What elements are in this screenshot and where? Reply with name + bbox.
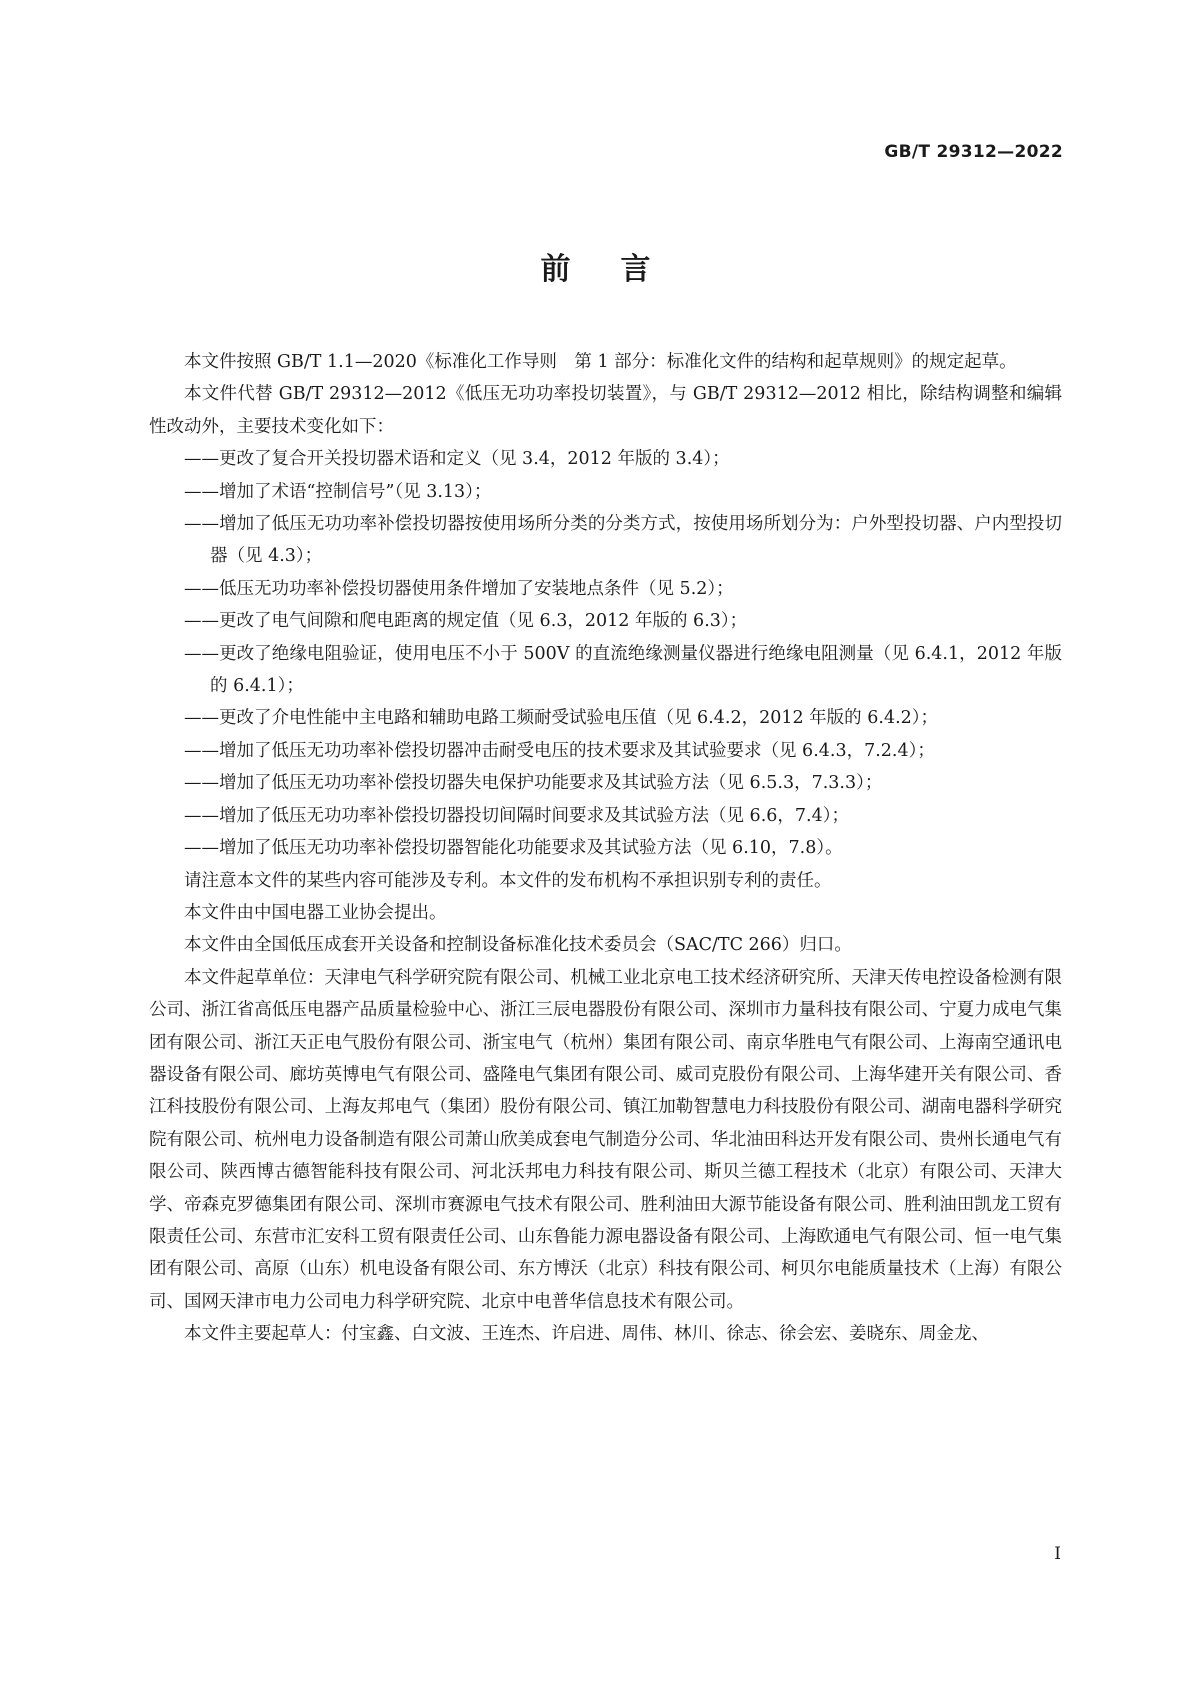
page-title: 前言: [540, 252, 701, 287]
change-item: ——增加了低压无功功率补偿投切器失电保护功能要求及其试验方法（见 6.5.3，7.3.3）；: [184, 773, 883, 794]
change-item: ——更改了复合开关投切器术语和定义（见 3.4，2012 年版的 3.4）；: [184, 449, 730, 470]
change-item: ——更改了绝缘电阻验证，使用电压不小于 500V 的直流绝缘测量仪器进行绝缘电阻测量（见 6.4.1，2012 年版的 6.4.1）；: [184, 643, 1062, 697]
change-item: ——增加了低压无功功率补偿投切器按使用场所分类的分类方式，按使用场所划分为：户外型投切器、户内型投切器（见 4.3）；: [184, 514, 1062, 567]
patent-notice-paragraph: 请注意本文件的某些内容可能涉及专利。本文件的发布机构不承担识别专利的责任。: [184, 870, 832, 891]
standard-number: GB/T 29312—2022: [884, 142, 1063, 162]
change-item: ——更改了介电性能中主电路和辅助电路工频耐受试验电压值（见 6.4.2，2012 年版的 6.4.2）；: [184, 708, 939, 729]
change-item: ——低压无功功率补偿投切器使用条件增加了安装地点条件（见 5.2）；: [184, 578, 734, 599]
page-number: I: [1054, 1544, 1061, 1564]
drafters-paragraph: 本文件主要起草人：付宝鑫、白文波、王连杰、许启进、周伟、林川、徐志、徐会宏、姜晓东、周金龙、: [184, 1324, 989, 1345]
committee-paragraph: 本文件由全国低压成套开关设备和控制设备标准化技术委员会（SAC/TC 266）归口。: [184, 935, 852, 956]
replacement-paragraph: 本文件代替 GB/T 29312—2012《低压无功功率投切装置》，与 GB/T 29312—2012 相比，除结构调整和编辑性改动外，主要技术变化如下：: [149, 384, 1062, 437]
proposer-paragraph: 本文件由中国电器工业协会提出。: [184, 902, 447, 923]
change-item: ——增加了低压无功功率补偿投切器智能化功能要求及其试验方法（见 6.10，7.8）。: [184, 838, 843, 859]
change-item: ——更改了电气间隙和爬电距离的规定值（见 6.3，2012 年版的 6.3）；: [184, 611, 748, 632]
change-item: ——增加了低压无功功率补偿投切器投切间隔时间要求及其试验方法（见 6.6，7.4）；: [184, 805, 849, 826]
change-item: ——增加了低压无功功率补偿投切器冲击耐受电压的技术要求及其试验要求（见 6.4.3，7.2.4）；: [184, 740, 935, 761]
document-body: [149, 346, 1062, 1351]
change-item: ——增加了术语“控制信号”（见 3.13）；: [184, 481, 492, 502]
drafting-rules-paragraph: 本文件按照 GB/T 1.1—2020《标准化工作导则 第 1 部分：标准化文件的结构和起草规则》的规定起草。: [184, 352, 1017, 372]
drafting-units-paragraph: 本文件起草单位：天津电气科学研究院有限公司、机械工业北京电工技术经济研究所、天津天传电控设备检测有限公司、浙江省高低压电器产品质量检验中心、浙江三辰电器股份有限公司、深圳市力量科技有限公司、宁夏力成电气集团有限公司、浙江天正电气股份有限公司、浙宝电气（杭州）集团有限公司、南京华胜电气有限公司、上海南空通讯电器设备有限公司、廊坊英博电气有限公司、盛隆电气集团有限公司、威司克股份有限公司、上海华建开关有限公司、香江科技股份有限公司、上海友邦电气（集团）股份有限公司、镇江加勒智慧电力科技股份有限公司、湖南电器科学研究院有限公司、杭州电力设备制造有限公司萧山欣美成套电气制造分公司、华北油田科达开发有限公司、贵州长通电气有限公司、陕西博古德智能科技有限公司、河北沃邦电力科技有限公司、斯贝兰德工程技术（北京）有限公司、天津大学、帝森克罗德集团有限公司、深圳市赛源电气技术有限公司、胜利油田大源节能设备有限公司、胜利油田凯龙工贸有限责任公司、东营市汇安科工贸有限责任公司、山东鲁能力源电器设备有限公司、上海欧通电气有限公司、恒一电气集团有限公司、高原（山东）机电设备有限公司、东方博沃（北京）科技有限公司、柯贝尔电能质量技术（上海）有限公司、国网天津市电力公司电力科学研究院、北京中电普华信息技术有限公司。: [149, 967, 1062, 1312]
